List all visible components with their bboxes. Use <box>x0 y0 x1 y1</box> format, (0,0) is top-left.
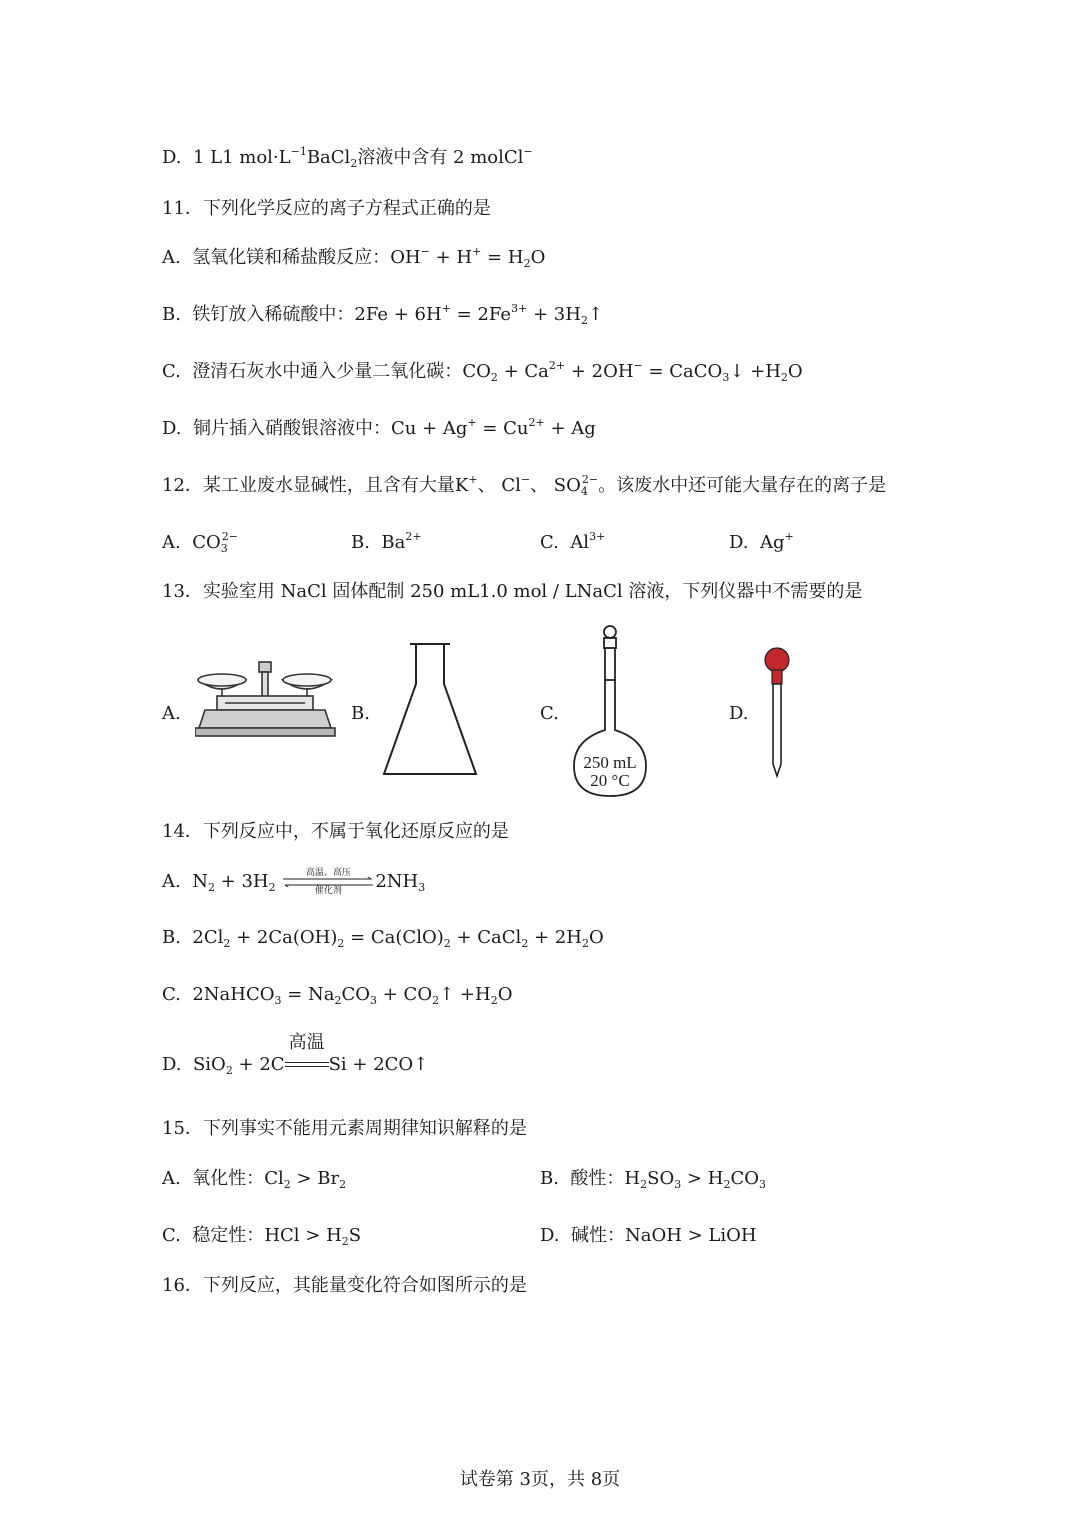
q11-stem: 11．下列化学反应的离子方程式正确的是 <box>162 198 491 219</box>
q11-option-d: D. 铜片插入硝酸银溶液中：$Cu + Ag^+ = Cu^{2+} + Ag$ <box>162 416 596 439</box>
q13-option-a-label: A. <box>162 703 181 724</box>
q14-option-d: D. SiO$_2$ + 2C 高温 Si + 2CO↑ <box>162 1032 429 1077</box>
q16-stem: 16．下列反应，其能量变化符合如图所示的是 <box>162 1275 527 1296</box>
page-footer: 试卷第 3页，共 8页 <box>459 1469 621 1490</box>
q10-option-d: D. 1 L1 $mol\cdot L^{-1}BaCl_2$溶液中含有 2 molCl− <box>162 145 533 170</box>
q11-option-a: A. 氢氧化镁和稀盐酸反应：$OH^- + H^+ = H_2O$ <box>162 245 546 270</box>
q13-option-c-label: C. <box>540 703 559 724</box>
q13-stem: 13．实验室用 NaCl 固体配制 250 mL1.0 mol / LNaCl 溶液，下列仪器中不需要的是 <box>162 581 863 602</box>
q12-option-c: C. $Al^{3+}$ <box>540 530 606 553</box>
q13-option-b-label: B. <box>351 703 370 724</box>
high-temp-condition: 高温 <box>285 1053 329 1077</box>
volumetric-flask-icon <box>570 624 652 800</box>
q15-option-a: A. 氧化性：$Cl_2 > Br_2$ <box>162 1168 347 1191</box>
q15-stem: 15．下列事实不能用元素周期律知识解释的是 <box>162 1118 527 1139</box>
balance-scale-icon <box>195 658 337 740</box>
q14-option-a: A. $N_2 + 3H_2$ 高温、高压 催化剂 $2NH_3$ <box>162 868 426 896</box>
q14-option-c: C. 2NaHCO$_3$ = $Na_2CO_3$ + $CO_2↑ +H_2O$ <box>162 984 513 1007</box>
q13-option-d-label: D. <box>729 703 749 724</box>
q12-option-b: B. $Ba^{2+}$ <box>351 530 422 553</box>
q14-stem: 14．下列反应中，不属于氧化还原反应的是 <box>162 821 509 842</box>
q15-option-c: C. 稳定性：HCl > $H_2S$ <box>162 1225 362 1248</box>
q15-option-d: D. 碱性：NaOH > LiOH <box>540 1225 757 1246</box>
q12-stem: 12．某工业废水显碱性，且含有大量K+、 Cl−、 $SO_4^{2-}$。该废水中还可能大量存在的离子是 <box>162 473 887 498</box>
flask-volume-label: 250 mL <box>583 753 637 772</box>
q11-option-c: C. 澄清石灰水中通入少量二氧化碳：$CO_2 + Ca^{2+} + 2OH^-$ = CaCO$_3$↓ $+H_2O$ <box>162 359 803 384</box>
q14-option-b: B. $2Cl_2 + 2Ca(OH)_2 = Ca(ClO)_2$ + CaCl$_2$ + $2H_2O$ <box>162 927 604 950</box>
q12-option-d: D. Ag+ <box>729 530 794 553</box>
q12-option-a: A. $CO_3^{2-}$ <box>162 530 238 555</box>
q15-option-b: B. 酸性：$H_2SO_3 > H_2CO_3$ <box>540 1168 766 1191</box>
conical-flask-icon <box>380 640 480 780</box>
flask-temp-label: 20 °C <box>590 771 630 790</box>
q11-option-b: B. 铁钉放入稀硫酸中：$2Fe + 6H^+ = 2Fe^{3+}$ + $3H_2↑$ <box>162 302 604 327</box>
dropper-icon <box>762 646 792 780</box>
reversible-arrow: 高温、高压 催化剂 <box>281 870 375 894</box>
